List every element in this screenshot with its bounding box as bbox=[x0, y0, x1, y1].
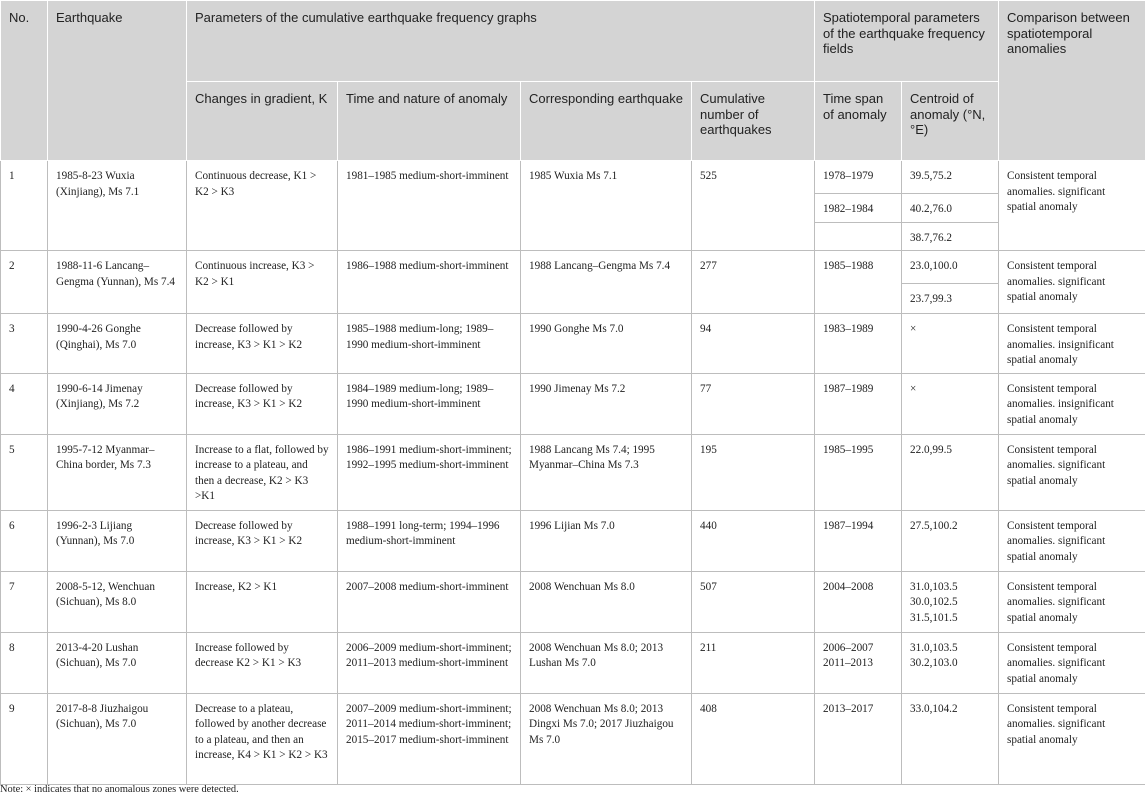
cell-changes: Decrease followed by increase, K3 > K1 > K2 bbox=[187, 314, 338, 374]
cell-time-nature: 1986–1988 medium-short-imminent bbox=[338, 251, 521, 314]
cell-time-span: 2013–2017 bbox=[815, 693, 902, 784]
cell-no: 6 bbox=[1, 510, 48, 571]
cell-time-span: 1978–1979 bbox=[815, 161, 902, 194]
table-row bbox=[1, 373, 1145, 434]
cell-cumulative: 94 bbox=[692, 314, 815, 374]
cell-comparison: Consistent temporal anomalies. significant spatial anomaly bbox=[999, 434, 1145, 510]
cell-corresponding: 2008 Wenchuan Ms 8.0; 2013 Lushan Ms 7.0 bbox=[521, 632, 692, 693]
cell-comparison: Consistent temporal anomalies. insignificant spatial anomaly bbox=[999, 373, 1145, 434]
header-params-group: Parameters of the cumulative earthquake frequency graphs bbox=[187, 1, 815, 82]
cell-earthquake: 1995-7-12 Myanmar–China border, Ms 7.3 bbox=[48, 434, 187, 510]
cell-changes: Increase followed by decrease K2 > K1 > K3 bbox=[187, 632, 338, 693]
cell-centroid: × bbox=[902, 373, 999, 434]
cell-changes: Continuous decrease, K1 > K2 > K3 bbox=[187, 161, 338, 251]
table-row bbox=[1, 434, 1145, 510]
cell-corresponding: 1996 Lijian Ms 7.0 bbox=[521, 510, 692, 571]
table-row bbox=[1, 251, 1145, 284]
cell-corresponding: 1988 Lancang–Gengma Ms 7.4 bbox=[521, 251, 692, 314]
cell-time-nature: 2007–2009 medium-short-imminent; 2011–2014 medium-short-imminent; 2015–2017 medium-short-imminent bbox=[338, 693, 521, 784]
cell-earthquake: 2013-4-20 Lushan (Sichuan), Ms 7.0 bbox=[48, 632, 187, 693]
cell-corresponding: 2008 Wenchuan Ms 8.0; 2013 Dingxi Ms 7.0; 2017 Jiuzhaigou Ms 7.0 bbox=[521, 693, 692, 784]
cell-comparison: Consistent temporal anomalies. significant spatial anomaly bbox=[999, 510, 1145, 571]
cell-no: 5 bbox=[1, 434, 48, 510]
cell-cumulative: 507 bbox=[692, 571, 815, 632]
cell-no: 4 bbox=[1, 373, 48, 434]
cell-no: 3 bbox=[1, 314, 48, 374]
cell-centroid: 38.7,76.2 bbox=[902, 222, 999, 251]
table-row bbox=[1, 161, 1145, 194]
header-no: No. bbox=[1, 1, 48, 161]
header-centroid: Centroid of anomaly (°N, °E) bbox=[902, 82, 999, 161]
cell-time-nature: 2007–2008 medium-short-imminent bbox=[338, 571, 521, 632]
header-spatio-group: Spatiotemporal parameters of the earthquake frequency fields bbox=[815, 1, 999, 82]
cell-cumulative: 211 bbox=[692, 632, 815, 693]
table-row bbox=[1, 571, 1145, 632]
cell-time-span: 2004–2008 bbox=[815, 571, 902, 632]
header-corresponding: Corresponding earthquake bbox=[521, 82, 692, 161]
cell-centroid: 23.7,99.3 bbox=[902, 284, 999, 314]
cell-cumulative: 525 bbox=[692, 161, 815, 251]
cell-comparison: Consistent temporal anomalies. significant spatial anomaly bbox=[999, 571, 1145, 632]
cell-time-span: 1985–1995 bbox=[815, 434, 902, 510]
cell-corresponding: 1990 Jimenay Ms 7.2 bbox=[521, 373, 692, 434]
cell-comparison: Consistent temporal anomalies. insignificant spatial anomaly bbox=[999, 314, 1145, 374]
cell-corresponding: 1985 Wuxia Ms 7.1 bbox=[521, 161, 692, 251]
cell-comparison: Consistent temporal anomalies. significant spatial anomaly bbox=[999, 251, 1145, 314]
cell-centroid: 31.0,103.5 30.2,103.0 bbox=[902, 632, 999, 693]
cell-centroid: 33.0,104.2 bbox=[902, 693, 999, 784]
cell-corresponding: 1990 Gonghe Ms 7.0 bbox=[521, 314, 692, 374]
cell-time-span: 1982–1984 bbox=[815, 194, 902, 223]
cell-cumulative: 195 bbox=[692, 434, 815, 510]
cell-centroid: × bbox=[902, 314, 999, 374]
cell-no: 2 bbox=[1, 251, 48, 314]
cell-comparison: Consistent temporal anomalies. significant spatial anomaly bbox=[999, 161, 1145, 251]
table-row bbox=[1, 693, 1145, 784]
cell-time-nature: 1981–1985 medium-short-imminent bbox=[338, 161, 521, 251]
cell-time-span: 1985–1988 bbox=[815, 251, 902, 314]
cell-time-span: 1987–1994 bbox=[815, 510, 902, 571]
cell-comparison: Consistent temporal anomalies. significant spatial anomaly bbox=[999, 632, 1145, 693]
table-row bbox=[1, 314, 1145, 374]
table-row bbox=[1, 510, 1145, 571]
cell-earthquake: 1985-8-23 Wuxia (Xinjiang), Ms 7.1 bbox=[48, 161, 187, 251]
cell-cumulative: 277 bbox=[692, 251, 815, 314]
cell-changes: Increase to a flat, followed by increase to a plateau, and then a decrease, K2 > K3 >K1 bbox=[187, 434, 338, 510]
header-time-span: Time span of anomaly bbox=[815, 82, 902, 161]
cell-changes: Increase, K2 > K1 bbox=[187, 571, 338, 632]
cell-no: 8 bbox=[1, 632, 48, 693]
cell-no: 9 bbox=[1, 693, 48, 784]
cell-changes: Decrease followed by increase, K3 > K1 > K2 bbox=[187, 373, 338, 434]
header-cumulative: Cumulative number of earthquakes bbox=[692, 82, 815, 161]
cell-no: 1 bbox=[1, 161, 48, 251]
table-row bbox=[1, 632, 1145, 693]
cell-time-nature: 1988–1991 long-term; 1994–1996 medium-short-imminent bbox=[338, 510, 521, 571]
cell-time-nature: 1986–1991 medium-short-imminent; 1992–1995 medium-short-imminent bbox=[338, 434, 521, 510]
cell-earthquake: 1996-2-3 Lijiang (Yunnan), Ms 7.0 bbox=[48, 510, 187, 571]
cell-time-span: 1983–1989 bbox=[815, 314, 902, 374]
cell-earthquake: 1988-11-6 Lancang–Gengma (Yunnan), Ms 7.4 bbox=[48, 251, 187, 314]
cell-earthquake: 2017-8-8 Jiuzhaigou (Sichuan), Ms 7.0 bbox=[48, 693, 187, 784]
cell-corresponding: 1988 Lancang Ms 7.4; 1995 Myanmar–China Ms 7.3 bbox=[521, 434, 692, 510]
cell-time-span: 1987–1989 bbox=[815, 373, 902, 434]
cell-time-span: 2006–2007 2011–2013 bbox=[815, 632, 902, 693]
header-time-nature: Time and nature of anomaly bbox=[338, 82, 521, 161]
header-earthquake: Earthquake bbox=[48, 1, 187, 161]
table-note: Note: × indicates that no anomalous zones were detected. bbox=[0, 784, 239, 795]
cell-centroid: 23.0,100.0 bbox=[902, 251, 999, 284]
cell-earthquake: 2008-5-12, Wenchuan (Sichuan), Ms 8.0 bbox=[48, 571, 187, 632]
cell-changes: Decrease followed by increase, K3 > K1 > K2 bbox=[187, 510, 338, 571]
cell-centroid: 22.0,99.5 bbox=[902, 434, 999, 510]
cell-centroid: 27.5,100.2 bbox=[902, 510, 999, 571]
cell-time-nature: 2006–2009 medium-short-imminent; 2011–2013 medium-short-imminent bbox=[338, 632, 521, 693]
cell-time-span bbox=[815, 222, 902, 251]
cell-cumulative: 408 bbox=[692, 693, 815, 784]
cell-time-nature: 1984–1989 medium-long; 1989–1990 medium-short-imminent bbox=[338, 373, 521, 434]
cell-time-nature: 1985–1988 medium-long; 1989–1990 medium-short-imminent bbox=[338, 314, 521, 374]
header-comparison: Comparison between spatiotemporal anomalies bbox=[999, 1, 1145, 161]
cell-cumulative: 77 bbox=[692, 373, 815, 434]
cell-centroid: 39.5,75.2 bbox=[902, 161, 999, 194]
cell-changes: Decrease to a plateau, followed by another decrease to a plateau, and then an increase, K4 > K1 > K2 > K3 bbox=[187, 693, 338, 784]
cell-corresponding: 2008 Wenchuan Ms 8.0 bbox=[521, 571, 692, 632]
cell-earthquake: 1990-4-26 Gonghe (Qinghai), Ms 7.0 bbox=[48, 314, 187, 374]
cell-no: 7 bbox=[1, 571, 48, 632]
cell-comparison: Consistent temporal anomalies. significant spatial anomaly bbox=[999, 693, 1145, 784]
cell-earthquake: 1990-6-14 Jimenay (Xinjiang), Ms 7.2 bbox=[48, 373, 187, 434]
cell-changes: Continuous increase, K3 > K2 > K1 bbox=[187, 251, 338, 314]
cell-centroid: 40.2,76.0 bbox=[902, 194, 999, 223]
cell-cumulative: 440 bbox=[692, 510, 815, 571]
cell-centroid: 31.0,103.5 30.0,102.5 31.5,101.5 bbox=[902, 571, 999, 632]
header-changes: Changes in gradient, K bbox=[187, 82, 338, 161]
